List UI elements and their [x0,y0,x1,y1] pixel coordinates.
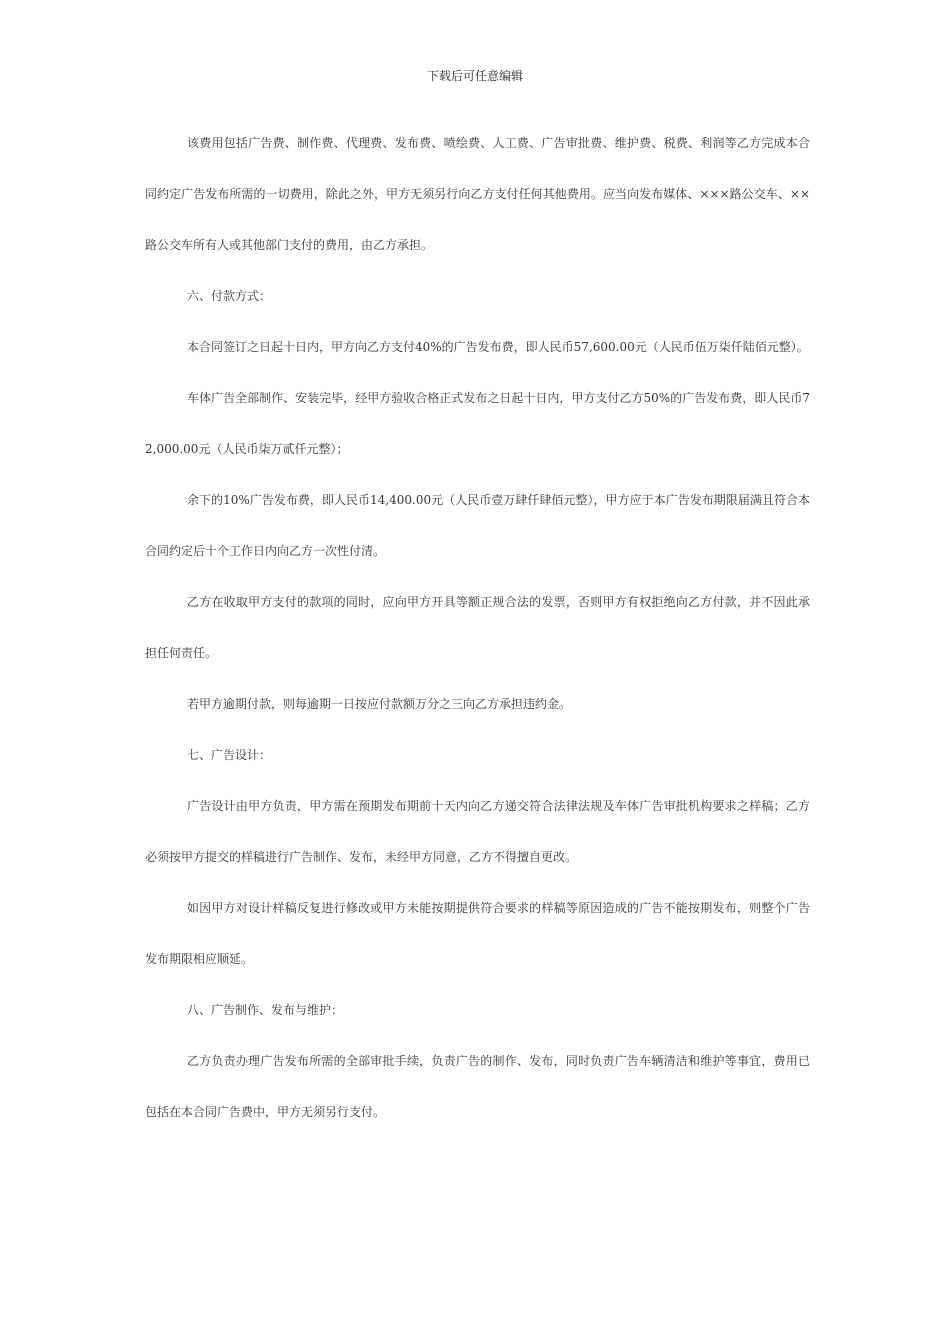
paragraph-production-duties: 乙方负责办理广告发布所需的全部审批手续，负责广告的制作、发布，同时负责广告车辆清洁和维护等事宜，费用已包括在本合同广告费中，甲方无须另行支付。 [145,1054,810,1119]
paragraph-invoice: 乙方在收取甲方支付的款项的同时，应向甲方开具等额正规合法的发票，否则甲方有权拒绝向乙方付款，并不因此承担任何责任。 [145,595,810,660]
paragraph-payment-second: 车体广告全部制作、安装完毕，经甲方验收合格正式发布之日起十日内，甲方支付乙方50%的广告发布费，即人民币72,000.00元（人民币柒万贰仟元整）； [145,391,810,456]
paragraph-fee-scope: 该费用包括广告费、制作费、代理费、发布费、喷绘费、人工费、广告审批费、维护费、税费、利润等乙方完成本合同约定广告发布所需的一切费用，除此之外，甲方无须另行向乙方支付任何其他费用。应当向发布媒体、×××路公交车、××路公交车所有人或其他部门支付的费用，由乙方承担。 [145,136,810,252]
page-header: 下载后可任意编辑 [426,69,523,83]
paragraph-payment-first: 本合同签订之日起十日内，甲方向乙方支付40%的广告发布费，即人民币57,600.00元（人民币伍万柒仟陆佰元整）。 [187,340,809,354]
paragraph-design-responsibility: 广告设计由甲方负责，甲方需在预期发布期前十天内向乙方递交符合法律法规及车体广告审批机构要求之样稿；乙方必须按甲方提交的样稿进行广告制作、发布，未经甲方同意，乙方不得擅自更改。 [145,799,810,864]
paragraph-payment-remaining: 余下的10%广告发布费，即人民币14,400.00元（人民币壹万肆仟肆佰元整），甲方应于本广告发布期限届满且符合本合同约定后十个工作日内向乙方一次性付清。 [145,493,810,558]
paragraph-late-penalty: 若甲方逾期付款，则每逾期一日按应付款额万分之三向乙方承担违约金。 [187,697,572,711]
section-heading-production: 八、广告制作、发布与维护： [187,1003,344,1017]
document-body [145,118,810,1138]
paragraph-design-delay: 如因甲方对设计样稿反复进行修改或甲方未能按期提供符合要求的样稿等原因造成的广告不能按期发布，则整个广告发布期限相应顺延。 [145,901,810,966]
section-heading-payment: 六、付款方式： [187,289,272,303]
section-heading-design: 七、广告设计： [187,748,272,762]
